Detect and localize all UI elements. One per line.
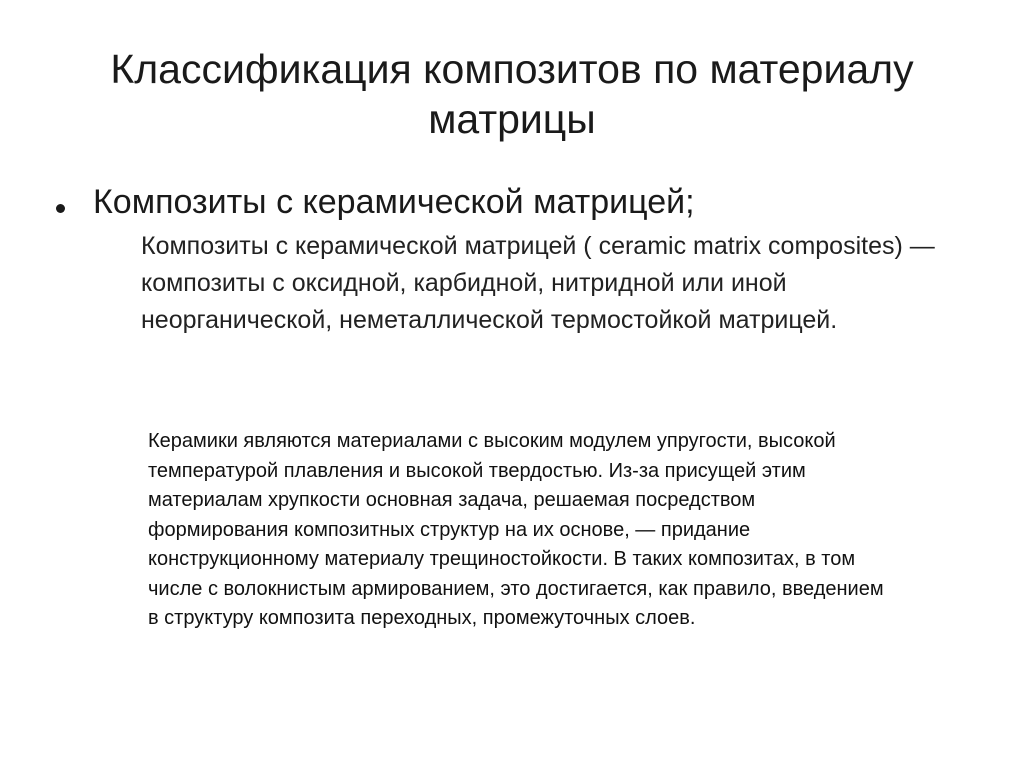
bullet-dot-icon bbox=[56, 204, 65, 213]
bullet-item bbox=[56, 180, 976, 224]
slide-title: Классификация композитов по материалу матрицы bbox=[110, 46, 914, 142]
bullet-text: Композиты с керамической матрицей; bbox=[93, 183, 695, 221]
note-paragraph: Керамики являются материалами с высоким модулем упругости, высокой температурой плавления и высокой твердостью. Из-за присущей этим материалам хрупкости основная задача, решаемая посредством формирования композитных структур на их основе, — придание конструкционному материалу трещиностойкости. В таких композитах, в том числе с волокнистым армированием, это достигается, как правило, введением в структуру композита переходных, промежуточных слоев. bbox=[148, 430, 884, 629]
definition-paragraph: Композиты с керамической матрицей ( ceramic matrix composites) — композиты с оксидной, карбидной, нитридной или иной неорганической, неметаллической термостойкой матрицей. bbox=[141, 232, 935, 334]
